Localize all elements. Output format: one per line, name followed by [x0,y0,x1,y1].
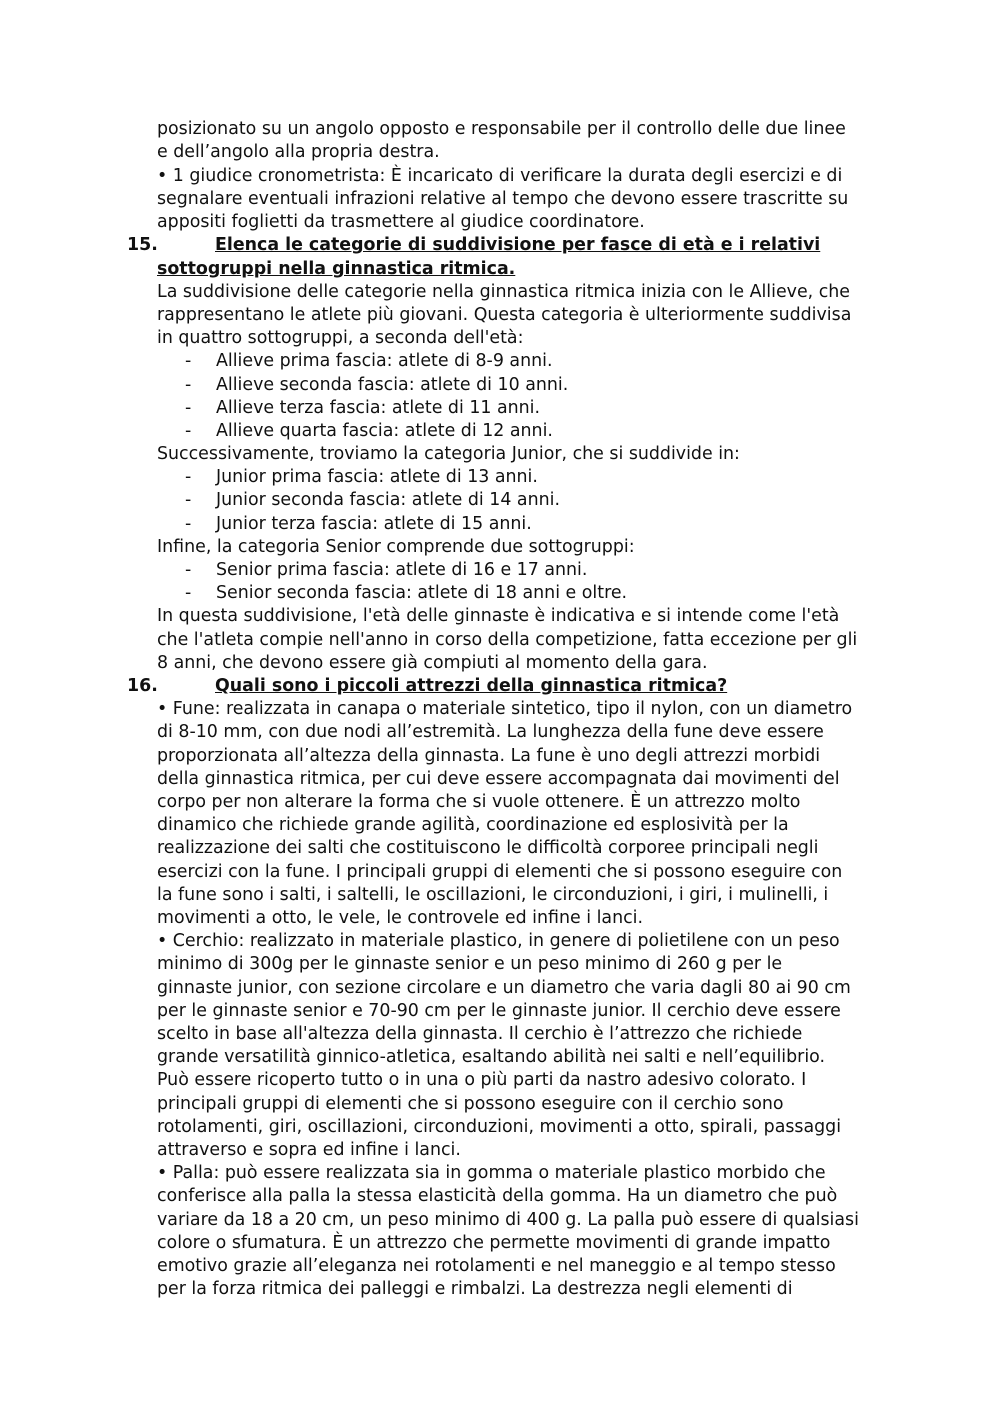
senior-intro: Infine, la categoria Senior comprende due sottogruppi: [157,537,635,557]
question-16-title: Quali sono i piccoli attrezzi della ginnastica ritmica? [215,676,728,696]
intro-line: appositi foglietti da trasmettere al giudice coordinatore. [157,212,645,232]
fune-line: esercizi con la fune. I principali gruppi di elementi che si possono eseguire con [157,862,843,882]
question-15-title: Elenca le categorie di suddivisione per fasce di età e i relativi [215,235,821,255]
cerchio-line: ginnaste junior, con sezione circolare e un diametro che varia dagli 80 ai 90 cm [157,978,851,998]
cerchio-line: rotolamenti, giri, oscillazioni, circonduzioni, movimenti a otto, spirali, passaggi [157,1117,842,1137]
fune-line: di 8-10 mm, con due nodi all’estremità. La lunghezza della fune deve essere [157,722,824,742]
junior-intro: Successivamente, troviamo la categoria Junior, che si suddivide in: [157,444,740,464]
intro-line: posizionato su un angolo opposto e responsabile per il controllo delle due linee [157,119,846,139]
q15-closing-line: In questa suddivisione, l'età delle ginnaste è indicativa e si intende come l'età [157,606,840,626]
q15-paragraph-line: rappresentano le atlete più giovani. Questa categoria è ulteriormente suddivisa [157,305,852,325]
fune-line: realizzazione dei salti che costituiscono le difficoltà corporee principali negli [157,838,819,858]
cerchio-line: minimo di 300g per le ginnaste senior e un peso minimo di 260 g per le [157,954,783,974]
palla-line: colore o sfumatura. È un attrezzo che permette movimenti di grande impatto [157,1233,831,1253]
list-dash: - [185,467,192,487]
palla-line: • Palla: può essere realizzata sia in gomma o materiale plastico morbido che [157,1163,826,1183]
cerchio-line: scelto in base all'altezza della ginnasta. Il cerchio è l’attrezzo che richiede [157,1024,803,1044]
q15-closing-line: che l'atleta compie nell'anno in corso della competizione, fatta eccezione per gli [157,630,858,650]
q15-paragraph-line: in quattro sottogruppi, a seconda dell'età: [157,328,524,348]
list-dash: - [185,351,192,371]
fune-line: dinamico che richiede grande agilità, coordinazione ed esplosività per la [157,815,789,835]
q15-paragraph-line: La suddivisione delle categorie nella ginnastica ritmica inizia con le Allieve, che [157,282,851,302]
list-dash: - [185,514,192,534]
cerchio-line: per le ginnaste senior e 70-90 cm per le ginnaste junior. Il cerchio deve essere [157,1001,841,1021]
intro-line: • 1 giudice cronometrista: È incaricato di verificare la durata degli esercizi e di [157,166,843,186]
senior-item: Senior seconda fascia: atlete di 18 anni e oltre. [216,583,628,603]
question-16-number: 16. [127,676,158,696]
fune-line: della ginnastica ritmica, per cui deve essere accompagnata dai movimenti del [157,769,840,789]
fune-line: la fune sono i salti, i saltelli, le oscillazioni, le circonduzioni, i giri, i mulinelli, i [157,885,829,905]
fune-line: proporzionata all’altezza della ginnasta. La fune è uno degli attrezzi morbidi [157,746,821,766]
cerchio-line: grande versatilità ginnico-atletica, esaltando abilità nei salti e nell’equilibrio. [157,1047,826,1067]
cerchio-line: attraverso e sopra ed infine i lanci. [157,1140,461,1160]
list-dash: - [185,398,192,418]
allieve-item: Allieve seconda fascia: atlete di 10 anni. [216,375,569,395]
intro-line: e dell’angolo alla propria destra. [157,142,440,162]
list-dash: - [185,375,192,395]
cerchio-line: Può essere ricoperto tutto o in una o più parti da nastro adesivo colorato. I [157,1070,807,1090]
cerchio-line: • Cerchio: realizzato in materiale plastico, in genere di polietilene con un peso [157,931,840,951]
allieve-item: Allieve quarta fascia: atlete di 12 anni. [216,421,553,441]
junior-item: Junior prima fascia: atlete di 13 anni. [216,467,538,487]
palla-line: emotivo grazie all’eleganza nei rotolamenti e nel maneggio e al tempo stesso [157,1256,836,1276]
question-15-title-cont: sottogruppi nella ginnastica ritmica. [157,259,516,279]
fune-line: movimenti a otto, le vele, le controvele ed infine i lanci. [157,908,644,928]
palla-line: conferisce alla palla la stessa elasticità della gomma. Ha un diametro che può [157,1186,838,1206]
palla-line: variare da 18 a 20 cm, un peso minimo di 400 g. La palla può essere di qualsiasi [157,1210,859,1230]
senior-item: Senior prima fascia: atlete di 16 e 17 anni. [216,560,588,580]
question-15-number: 15. [127,235,158,255]
list-dash: - [185,421,192,441]
allieve-item: Allieve terza fascia: atlete di 11 anni. [216,398,541,418]
list-dash: - [185,560,192,580]
junior-item: Junior seconda fascia: atlete di 14 anni. [216,490,560,510]
q15-closing-line: 8 anni, che devono essere già compiuti al momento della gara. [157,653,708,673]
allieve-item: Allieve prima fascia: atlete di 8-9 anni. [216,351,553,371]
intro-line: segnalare eventuali infrazioni relative al tempo che devono essere trascritte su [157,189,849,209]
palla-line: per la forza ritmica dei palleggi e rimbalzi. La destrezza negli elementi di [157,1279,793,1299]
junior-item: Junior terza fascia: atlete di 15 anni. [216,514,532,534]
list-dash: - [185,490,192,510]
fune-line: corpo per non alterare la forma che si vuole ottenere. È un attrezzo molto [157,792,801,812]
cerchio-line: principali gruppi di elementi che si possono eseguire con il cerchio sono [157,1094,784,1114]
fune-line: • Fune: realizzata in canapa o materiale sintetico, tipo il nylon, con un diametro [157,699,853,719]
list-dash: - [185,583,192,603]
